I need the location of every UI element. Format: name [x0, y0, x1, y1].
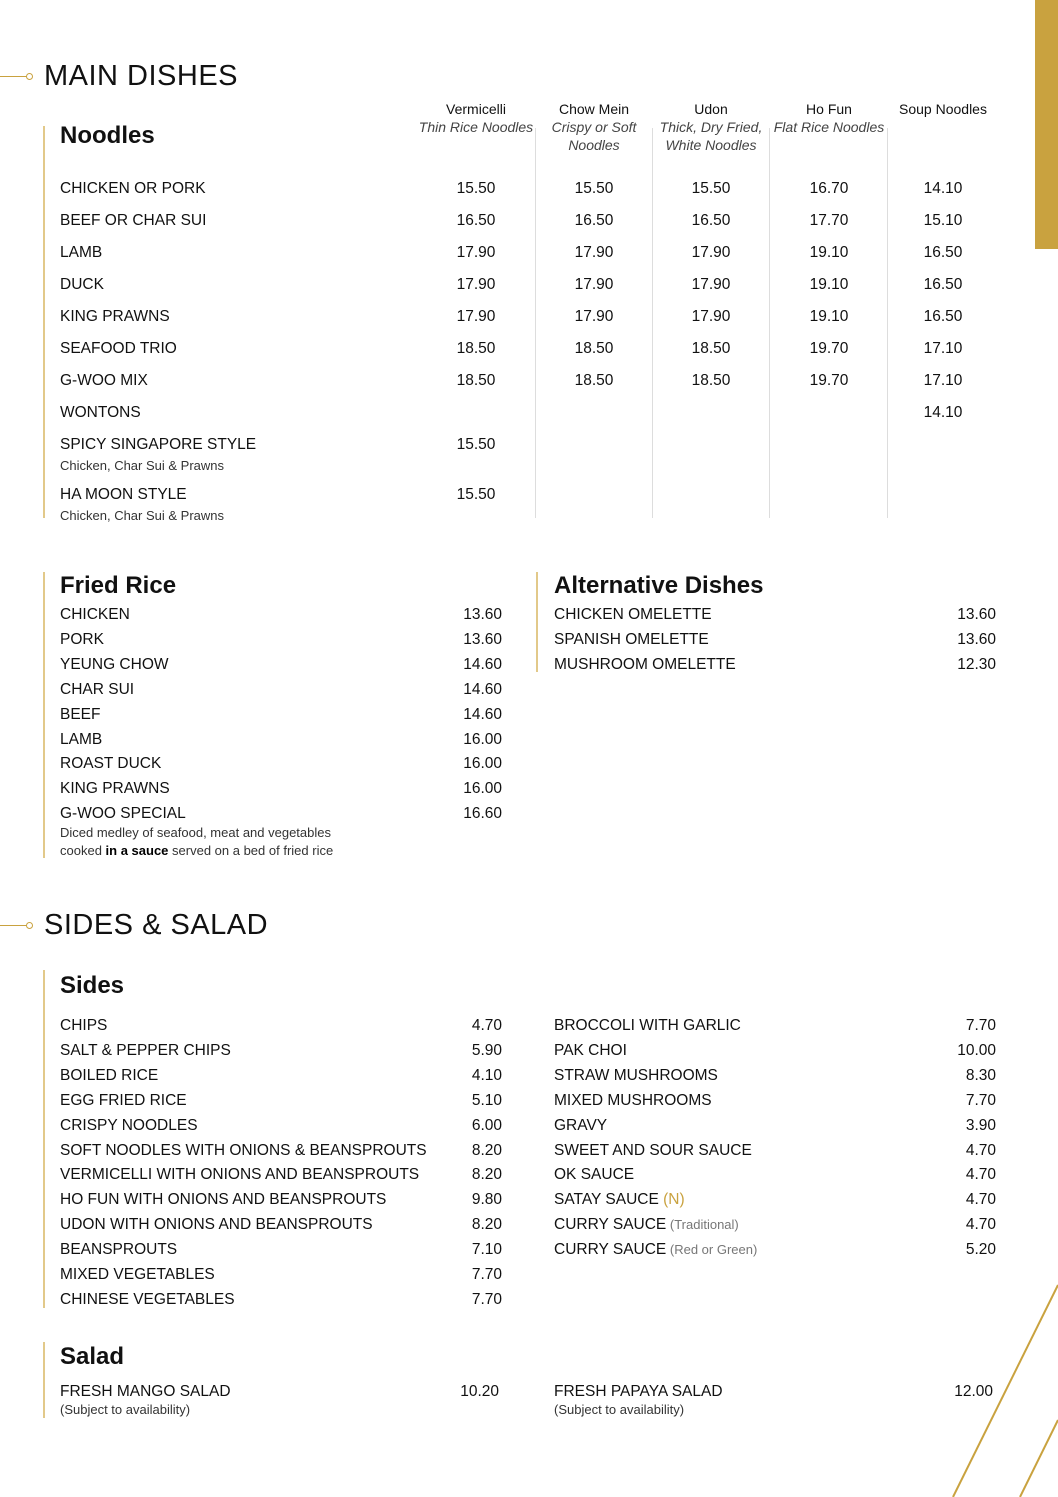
side-item-label: PAK CHOI [554, 1041, 627, 1059]
side-item-name [554, 1042, 627, 1060]
salad-item-note: (Subject to availability) [554, 1402, 685, 1417]
fried-rice-item-price: 16.00 [463, 730, 502, 748]
side-item-name: HO FUN WITH ONIONS AND BEANSPROUTS [60, 1191, 387, 1209]
section-marker [0, 71, 36, 83]
section-title-main-dishes: MAIN DISHES [44, 60, 239, 92]
side-item-label: OK SAUCE [554, 1166, 635, 1184]
alternative-accent-bar [536, 572, 538, 672]
side-item-name [554, 1092, 712, 1110]
alternative-item-price: 13.60 [957, 631, 996, 648]
side-item-label: MIXED MUSHROOMS [554, 1091, 712, 1109]
side-item-label: BROCCOLI WITH GARLIC [554, 1017, 741, 1034]
noodle-item-name: BEEF OR CHAR SUI [60, 212, 207, 229]
side-item-note: (Traditional) [666, 1217, 739, 1233]
nut-allergen-badge: (N) [658, 1191, 685, 1209]
noodle-price: 16.50 [923, 308, 963, 325]
noodle-price: 17.10 [923, 372, 963, 389]
salad-accent-bar [43, 1342, 45, 1418]
noodle-column-name: Chow Mein [558, 101, 630, 117]
noodle-price: 17.90 [574, 244, 614, 261]
alternative-heading: Alternative Dishes [554, 572, 764, 599]
side-item-price: 4.70 [965, 1166, 996, 1184]
side-item-label: STRAW MUSHROOMS [554, 1066, 718, 1084]
desc-part: cooked [60, 843, 106, 858]
noodle-price: 17.90 [691, 308, 731, 325]
side-item-price: 4.70 [965, 1141, 996, 1159]
side-item-name [554, 1166, 634, 1184]
noodle-price: 17.90 [691, 244, 731, 261]
fried-rice-item-price: 14.60 [463, 680, 502, 698]
fried-rice-item-price: 16.00 [463, 780, 502, 798]
desc-bold-part: in a sauce [105, 843, 169, 858]
noodle-price: 15.50 [691, 180, 731, 197]
side-item-name: CRISPY NOODLES [60, 1116, 198, 1134]
column-divider [652, 128, 653, 518]
noodle-price: 17.10 [923, 340, 963, 357]
side-item-name [554, 1142, 752, 1160]
noodle-price: 17.90 [691, 276, 731, 293]
noodle-column-header [652, 100, 770, 154]
noodle-item-description: Chicken, Char Sui & Prawns [60, 508, 225, 523]
side-item-price: 4.10 [471, 1066, 502, 1084]
noodle-column-name: Soup Noodles [899, 101, 987, 117]
salad-item-price: 12.00 [954, 1383, 993, 1400]
noodle-price: 19.10 [809, 244, 849, 261]
side-item-name [554, 1241, 757, 1259]
alternative-item-name: SPANISH OMELETTE [554, 631, 709, 648]
fried-rice-item-price: 16.00 [463, 755, 502, 773]
g-woo-special-description-line2 [60, 843, 333, 858]
alternative-item-price: 13.60 [957, 606, 996, 623]
fried-rice-item-price: 13.60 [463, 606, 502, 623]
noodle-price: 16.50 [923, 244, 963, 261]
side-item-name: BEANSPROUTS [60, 1241, 178, 1259]
side-item-name: BOILED RICE [60, 1066, 159, 1084]
noodle-price: 18.50 [574, 372, 614, 389]
noodle-price: 14.10 [923, 180, 963, 197]
side-item-name: MIXED VEGETABLES [60, 1266, 215, 1283]
noodle-column-header [535, 100, 653, 154]
fried-rice-item-price: 14.60 [463, 705, 502, 723]
side-item-label: CURRY SAUCE [554, 1241, 667, 1259]
noodle-price: 15.50 [456, 180, 496, 197]
noodle-column-header [770, 100, 888, 136]
salad-item-name: FRESH MANGO SALAD [60, 1383, 231, 1400]
sides-heading: Sides [60, 972, 125, 999]
noodle-price: 17.90 [456, 276, 496, 293]
noodle-column-header [884, 100, 1002, 118]
side-item-note: (Red or Green) [666, 1242, 758, 1258]
noodle-item-name: G-WOO MIX [60, 372, 148, 389]
noodle-price: 17.90 [574, 308, 614, 325]
noodle-price: 15.10 [923, 212, 963, 229]
side-item-label: CURRY SAUCE [554, 1216, 667, 1234]
gold-corner-tab [1035, 0, 1058, 249]
side-item-price: 3.90 [965, 1116, 996, 1134]
fried-rice-item-name: YEUNG CHOW [60, 655, 169, 673]
noodle-column-name: Ho Fun [806, 101, 852, 117]
salad-item-price: 10.20 [460, 1383, 499, 1400]
side-item-price: 5.90 [471, 1041, 502, 1059]
section-marker [0, 920, 36, 932]
noodle-column-description: Crispy or Soft Noodles [551, 119, 637, 153]
noodles-accent-bar [43, 126, 45, 518]
column-divider [769, 128, 770, 518]
fried-rice-item-name: BEEF [60, 705, 101, 723]
noodle-item-name: KING PRAWNS [60, 308, 170, 325]
side-item-price: 4.70 [471, 1017, 502, 1034]
side-item-label: SATAY SAUCE [554, 1191, 659, 1209]
noodle-price: 17.70 [809, 212, 849, 229]
salad-item-note: (Subject to availability) [60, 1402, 191, 1417]
fried-rice-heading: Fried Rice [60, 572, 177, 599]
noodle-price: 17.90 [456, 308, 496, 325]
side-item-name: SALT & PEPPER CHIPS [60, 1041, 231, 1059]
noodle-price: 17.90 [456, 244, 496, 261]
noodle-item-name: DUCK [60, 276, 104, 293]
noodle-price: 15.50 [574, 180, 614, 197]
noodles-heading: Noodles [60, 122, 155, 149]
side-item-name: CHIPS [60, 1017, 108, 1034]
noodle-item-name: SEAFOOD TRIO [60, 340, 177, 357]
fried-rice-item-name: KING PRAWNS [60, 780, 170, 798]
g-woo-special-description-line1: Diced medley of seafood, meat and vegetables [60, 825, 332, 840]
noodle-price: 19.70 [809, 372, 849, 389]
fried-rice-item-price: 13.60 [463, 630, 502, 648]
noodle-column-name: Vermicelli [446, 101, 506, 117]
side-item-price: 8.20 [471, 1141, 502, 1159]
side-item-price: 10.00 [957, 1041, 996, 1059]
side-item-name: UDON WITH ONIONS AND BEANSPROUTS [60, 1216, 373, 1234]
alternative-item-name: CHICKEN OMELETTE [554, 606, 712, 623]
fried-rice-item-name: ROAST DUCK [60, 755, 162, 773]
side-item-price: 8.20 [471, 1216, 502, 1234]
noodle-price: 18.50 [691, 372, 731, 389]
side-item-name: SOFT NOODLES WITH ONIONS & BEANSPROUTS [60, 1141, 427, 1159]
side-item-price: 7.70 [965, 1091, 996, 1109]
side-item-name [554, 1017, 741, 1035]
side-item-price: 9.80 [471, 1191, 502, 1209]
sides-accent-bar [43, 970, 45, 1308]
noodle-item-name: CHICKEN OR PORK [60, 180, 206, 197]
side-item-price: 4.70 [965, 1216, 996, 1234]
side-item-name [554, 1216, 739, 1234]
side-item-price: 7.70 [965, 1017, 996, 1034]
side-item-name [554, 1191, 685, 1209]
section-title-sides-salad: SIDES & SALAD [44, 909, 269, 941]
alternative-item-price: 12.30 [957, 656, 996, 673]
side-item-price: 4.70 [965, 1191, 996, 1209]
fried-rice-item-name: LAMB [60, 730, 103, 748]
noodle-column-description: Thin Rice Noodles [418, 119, 534, 135]
noodle-price: 17.90 [574, 276, 614, 293]
noodle-item-description: Chicken, Char Sui & Prawns [60, 458, 225, 473]
column-divider [887, 128, 888, 518]
noodle-column-header [417, 100, 535, 136]
column-divider [535, 128, 536, 518]
noodle-price: 18.50 [574, 340, 614, 357]
noodle-price: 18.50 [456, 340, 496, 357]
alternative-item-name: MUSHROOM OMELETTE [554, 656, 736, 673]
fried-rice-accent-bar [43, 572, 45, 858]
desc-part: served on a bed of fried rice [168, 843, 334, 858]
side-item-name: VERMICELLI WITH ONIONS AND BEANSPROUTS [60, 1166, 420, 1184]
side-item-price: 8.30 [965, 1066, 996, 1084]
noodle-column-name: Udon [694, 101, 728, 117]
noodle-price: 18.50 [456, 372, 496, 389]
side-item-price: 6.00 [471, 1116, 502, 1134]
noodle-item-name: HA MOON STYLE [60, 486, 187, 503]
noodle-price: 14.10 [923, 404, 963, 421]
side-item-name [554, 1117, 607, 1135]
noodle-price: 15.50 [456, 436, 496, 453]
salad-heading: Salad [60, 1343, 125, 1370]
noodle-price: 19.10 [809, 276, 849, 293]
side-item-price: 7.70 [471, 1290, 502, 1308]
side-item-price: 5.10 [471, 1091, 502, 1109]
side-item-name: EGG FRIED RICE [60, 1091, 187, 1109]
noodle-price: 19.10 [809, 308, 849, 325]
side-item-price: 8.20 [471, 1166, 502, 1184]
side-item-label: SWEET AND SOUR SAUCE [554, 1141, 752, 1159]
fried-rice-item-name: CHAR SUI [60, 680, 135, 698]
noodle-price: 16.70 [809, 180, 849, 197]
noodle-item-name: WONTONS [60, 404, 141, 421]
noodle-column-description: Flat Rice Noodles [773, 119, 885, 135]
noodle-price: 19.70 [809, 340, 849, 357]
noodle-price: 16.50 [923, 276, 963, 293]
side-item-price: 5.20 [965, 1241, 996, 1259]
salad-item-name: FRESH PAPAYA SALAD [554, 1383, 723, 1400]
noodle-item-name: SPICY SINGAPORE STYLE [60, 436, 257, 453]
noodle-price: 15.50 [456, 486, 496, 503]
fried-rice-item-name: G-WOO SPECIAL [60, 805, 186, 823]
side-item-price: 7.10 [471, 1241, 502, 1259]
side-item-price: 7.70 [471, 1266, 502, 1283]
noodle-column-description: Thick, Dry Fried, White Noodles [659, 119, 763, 153]
noodle-price: 16.50 [456, 212, 496, 229]
fried-rice-item-name: PORK [60, 630, 104, 648]
noodle-price: 18.50 [691, 340, 731, 357]
noodle-item-name: LAMB [60, 244, 103, 261]
noodle-price: 16.50 [574, 212, 614, 229]
fried-rice-item-price: 14.60 [463, 655, 502, 673]
noodle-price: 16.50 [691, 212, 731, 229]
side-item-name [554, 1067, 718, 1085]
side-item-label: GRAVY [554, 1116, 608, 1134]
side-item-name: CHINESE VEGETABLES [60, 1290, 235, 1308]
fried-rice-item-price: 16.60 [463, 805, 502, 823]
fried-rice-item-name: CHICKEN [60, 606, 130, 623]
